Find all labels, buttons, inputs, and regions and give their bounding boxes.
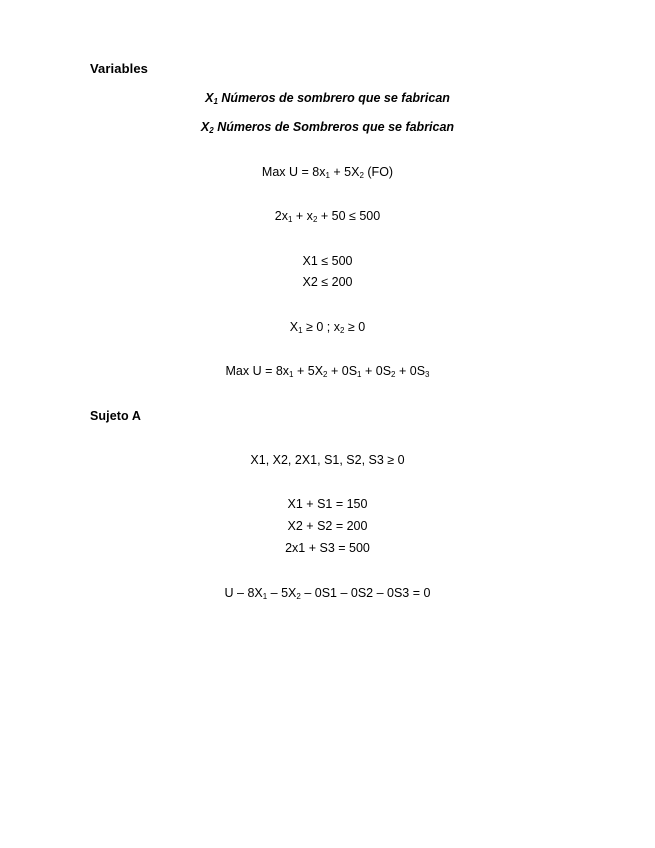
std-part: Max U = 8x bbox=[225, 364, 290, 378]
constraint-sub: 2 bbox=[312, 215, 318, 224]
objective-sub: 1 bbox=[325, 171, 330, 180]
objective-part: Max U = 8x bbox=[261, 165, 326, 179]
equation-1: X1 + S1 = 150 bbox=[287, 497, 368, 511]
constraint-1 bbox=[0, 208, 655, 226]
nonneg-part: X bbox=[289, 320, 299, 334]
objective-sub: 2 bbox=[359, 171, 364, 180]
nonneg-part: ≥ 0 ; x bbox=[302, 320, 340, 334]
final-equation bbox=[0, 585, 655, 603]
constraint-part: + 50 ≤ 500 bbox=[317, 209, 381, 223]
std-sub: 3 bbox=[425, 370, 430, 379]
nonneg-sub: 1 bbox=[298, 326, 303, 335]
std-sub: 2 bbox=[391, 370, 396, 379]
objective-part: + 5X bbox=[329, 165, 360, 179]
final-sub: 2 bbox=[296, 592, 301, 601]
definition-x2-text: Números de Sombreros que se fabrican bbox=[213, 120, 455, 134]
definition-x1 bbox=[0, 90, 655, 108]
bound-x1: X1 ≤ 500 bbox=[302, 254, 353, 268]
final-sub: 1 bbox=[262, 592, 268, 601]
constraint-part: 2x bbox=[274, 209, 288, 223]
final-part: U – 8X bbox=[224, 586, 263, 600]
objective-part: (FO) bbox=[363, 165, 394, 179]
bound-x2: X2 ≤ 200 bbox=[302, 275, 353, 289]
std-sub: 1 bbox=[357, 370, 362, 379]
definition-x2-sub: 2 bbox=[209, 126, 214, 135]
objective-function bbox=[0, 164, 655, 182]
definition-x1-sub: 1 bbox=[213, 97, 218, 106]
variables-heading: Variables bbox=[90, 61, 148, 76]
nonneg-sub: 2 bbox=[340, 326, 345, 335]
std-part: + 0S bbox=[395, 364, 426, 378]
sujeto-heading: Sujeto A bbox=[90, 409, 142, 423]
std-part: + 5X bbox=[293, 364, 324, 378]
definition-x1-text: Números de sombrero que se fabrican bbox=[217, 91, 450, 105]
constraint-part: + x bbox=[292, 209, 313, 223]
std-part: + 0S bbox=[327, 364, 358, 378]
equation-2: X2 + S2 = 200 bbox=[287, 519, 368, 533]
standard-form-objective bbox=[0, 363, 655, 381]
nonneg-part: ≥ 0 bbox=[344, 320, 366, 334]
std-part: + 0S bbox=[361, 364, 392, 378]
definition-x2-var: X bbox=[200, 120, 210, 134]
std-sub: 2 bbox=[323, 370, 328, 379]
std-sub: 1 bbox=[289, 370, 294, 379]
final-part: – 5X bbox=[267, 586, 297, 600]
variables-nonneg-line: X1, X2, 2X1, S1, S2, S3 ≥ 0 bbox=[250, 453, 405, 467]
definition-x2 bbox=[0, 119, 655, 137]
non-negativity bbox=[0, 319, 655, 337]
equation-3: 2x1 + S3 = 500 bbox=[285, 541, 370, 555]
final-part: – 0S1 – 0S2 – 0S3 = 0 bbox=[300, 586, 431, 600]
constraint-sub: 1 bbox=[287, 215, 293, 224]
definition-x1-var: X bbox=[205, 91, 214, 105]
